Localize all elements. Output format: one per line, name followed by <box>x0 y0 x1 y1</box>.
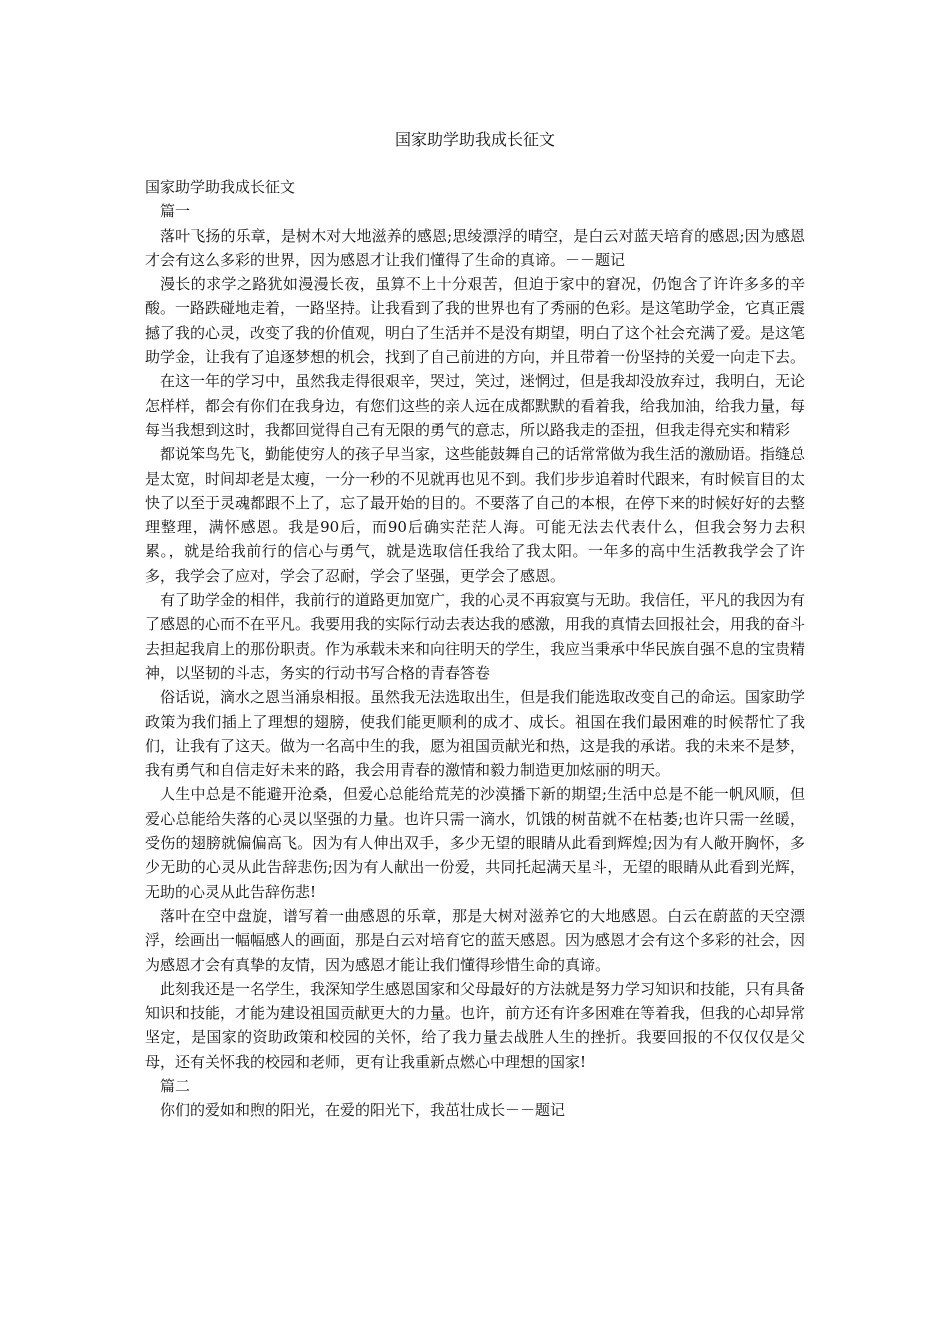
paragraph: 都说笨鸟先飞，勤能使穷人的孩子早当家，这些能鼓舞自己的话常常做为我生活的激励语。指缝总是太宽，时间却老是太瘦，一分一秒的不见就再也见不到。我们步步追着时代跟来，有时候盲目的太快了以至于灵魂都跟不上了，忘了最开始的目的。不要落了自己的本根，在停下来的时候好好的去整理整理，满怀感恩。我是90后，而90后确实茫茫人海。可能无法去代表什么，但我会努力去积累。，就是给我前行的信心与勇气，就是选取信任我给了我太阳。一年多的高中生活教我学会了许多，我学会了应对，学会了忍耐，学会了坚强，更学会了感恩。 <box>145 445 806 585</box>
paragraph: 落叶飞扬的乐章，是树木对大地滋养的感恩;思绫漂浮的晴空，是白云对蓝天培育的感恩;因为感恩才会有这么多彩的世界，因为感恩才让我们懂得了生命的真谛。－－题记 <box>145 226 805 269</box>
paragraph: 落叶在空中盘旋，谱写着一曲感恩的乐章，那是大树对滋养它的大地感恩。白云在蔚蓝的天空漂浮，绘画出一幅幅感人的画面，那是白云对培育它的蓝天感恩。因为感恩才会有这个多彩的社会，因为感恩才会有真挚的友情，因为感恩才能让我们懂得珍惜生命的真谛。 <box>145 906 806 974</box>
paragraph: 你们的爱如和煦的阳光，在爱的阳光下，我茁壮成长－－题记 <box>160 1101 566 1120</box>
paragraph: 人生中总是不能避开沧桑，但爱心总能给荒芜的沙漠播下新的期望;生活中总是不能一帆风顺，但爱心总能给失落的心灵以坚强的力量。也许只需一滴水，饥饿的树苗就不在枯萎;也许只需一丝暖，受伤的翅膀就偏偏高飞。因为有人伸出双手，多少无望的眼睛从此看到辉煌;因为有人敞开胸怀，多少无助的心灵从此告辞悲伤;因为有人献出一份爱，共同托起满天星斗，无望的眼睛从此看到光辉，无助的心灵从此告辞伤悲! <box>145 785 805 901</box>
paragraph: 此刻我还是一名学生，我深知学生感恩国家和父母最好的方法就是努力学习知识和技能，只有具备知识和技能，才能为建设祖国贡献更大的力量。也许，前方还有许多困难在等着我，但我的心却异常坚定，是国家的资助政策和校园的关怀，给了我力量去战胜人生的挫折。我要回报的不仅仅仅是父母，还有关怀我的校园和老师，更有让我重新点燃心中理想的国家! <box>145 979 806 1071</box>
document-title: 国家助学助我成长征文 <box>394 130 555 149</box>
paragraph: 有了助学金的相伴，我前行的道路更加宽广，我的心灵不再寂寞与无助。我信任，平凡的我因为有了感恩的心而不在平凡。我要用我的实际行动去表达我的感激，用我的真情去回报社会，用我的奋斗去担起我肩上的那份职责。作为承载未来和向往明天的学生，我应当秉承中华民族自强不息的宝贵精神，以坚韧的斗志，务实的行动书写合格的青春答卷 <box>145 591 806 682</box>
paragraph: 漫长的求学之路犹如漫漫长夜，虽算不上十分艰苦，但迫于家中的窘况，仍饱含了许许多多的辛酸。一路跌碰地走着，一路坚持。让我看到了我的世界也有了秀丽的色彩。是这笔助学金，它真正震撼了我的心灵，改变了我的价值观，明白了生活并不是没有期望，明白了这个社会充满了爱。是这笔助学金，让我有了追逐梦想的机会，找到了自己前进的方向，并且带着一份坚持的关爱一向走下去。 <box>145 275 806 367</box>
paragraph: 俗话说，滴水之恩当涌泉相报。虽然我无法选取出生，但是我们能选取改变自己的命运。国家助学政策为我们插上了理想的翅膀，使我们能更顺利的成才、成长。祖国在我们最困难的时候帮忙了我们，让我有了这天。做为一名高中生的我，愿为祖国贡献光和热，这是我的承诺。我的未来不是梦，我有勇气和自信走好未来的路，我会用青春的激情和毅力制造更加炫丽的明天。 <box>145 688 806 780</box>
document-body <box>145 175 805 1123</box>
paragraph: 篇一 <box>160 202 191 221</box>
paragraph: 篇二 <box>160 1076 191 1095</box>
paragraph: 在这一年的学习中，虽然我走得很艰辛，哭过，笑过，迷惘过，但是我却没放弃过，我明白，无论怎样样，都会有你们在我身边，有您们这些的亲人远在成都默默的看着我，给我加油，给我力量，每每当我想到这时，我都回觉得自己有无限的勇气的意志，所以路我走的歪扭，但我走得充实和精彩 <box>145 372 806 439</box>
document-heading: 国家助学助我成长征文 <box>145 178 296 196</box>
